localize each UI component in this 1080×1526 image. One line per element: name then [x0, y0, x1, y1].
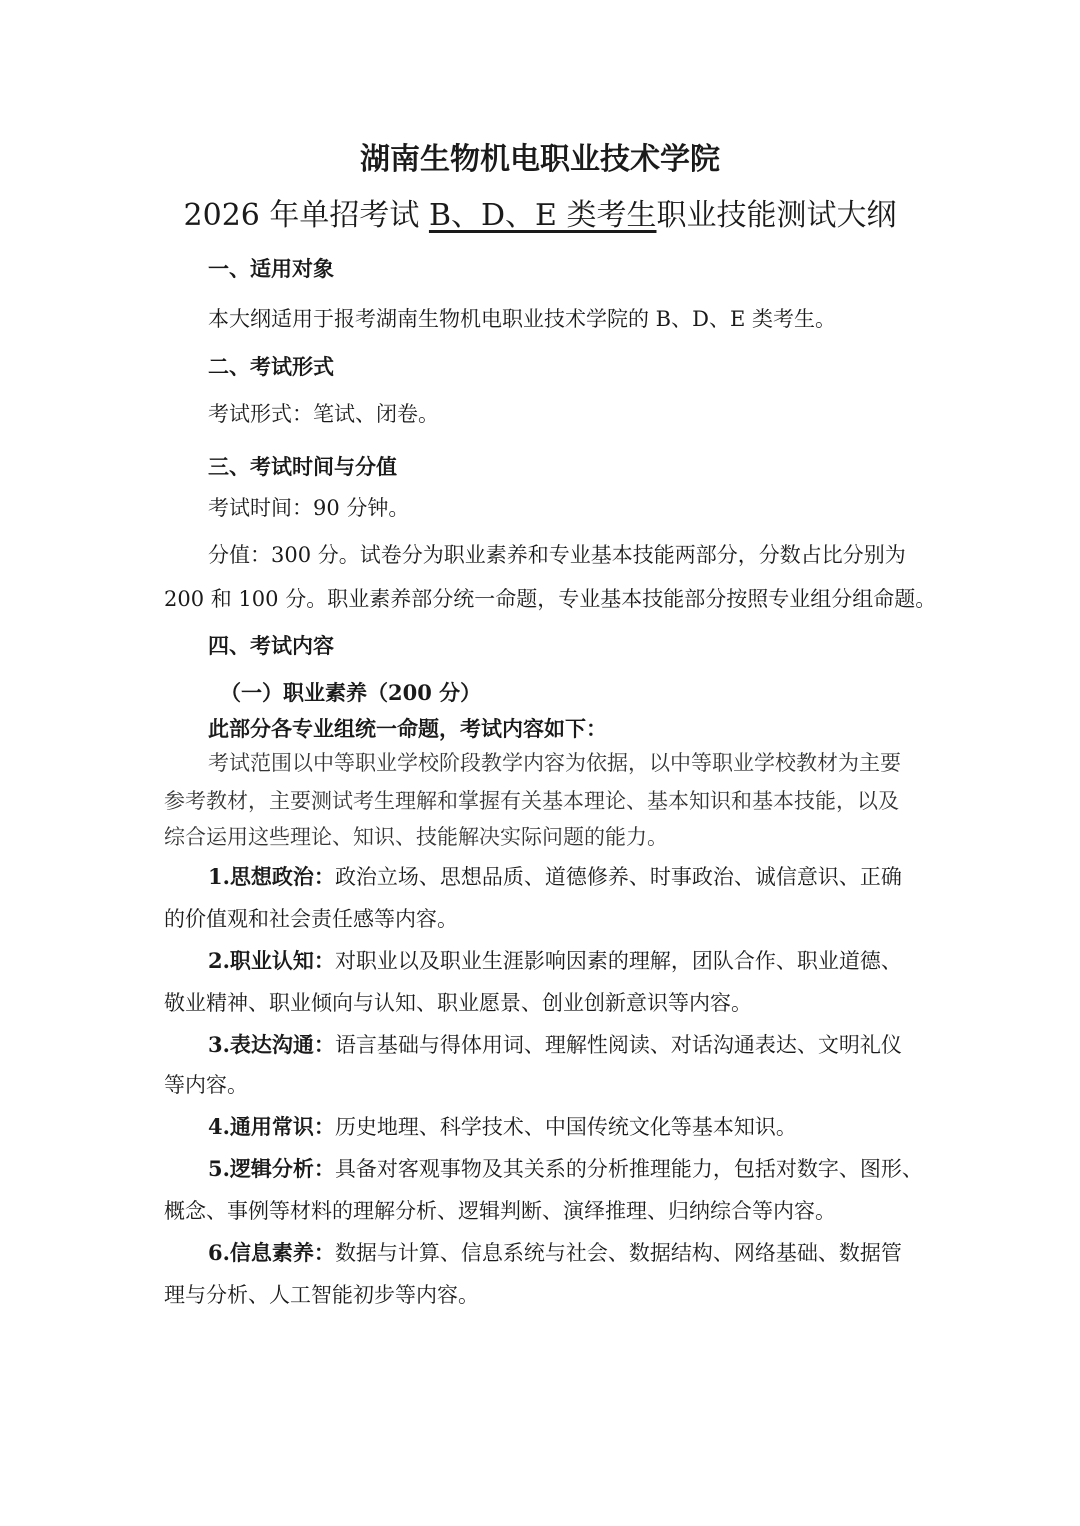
section-heading-4: 四、考试内容	[208, 633, 334, 658]
item-label: 1.思想政治：	[208, 864, 335, 889]
scope-text-line-3: 综合运用这些理论、知识、技能解决实际问题的能力。	[164, 825, 668, 849]
subsection-lead: 此部分各专业组统一命题，考试内容如下：	[208, 716, 607, 741]
item-text: 政治立场、思想品质、道德修养、时事政治、诚信意识、正确	[334, 865, 902, 889]
list-item	[208, 862, 902, 892]
section-text-1: 本大纲适用于报考湖南生物机电职业技术学院的 B、D、E 类考生。	[208, 307, 836, 331]
list-item-continuation: 理与分析、人工智能初步等内容。	[164, 1283, 479, 1307]
list-item-continuation: 的价值观和社会责任感等内容。	[164, 907, 458, 931]
subsection-heading: （一）职业素养（200 分）	[220, 680, 482, 705]
list-item-continuation: 概念、事例等材料的理解分析、逻辑判断、演绎推理、归纳综合等内容。	[164, 1199, 836, 1223]
section-heading-1: 一、适用对象	[208, 256, 334, 281]
scope-text-line-2: 参考教材，主要测试考生理解和掌握有关基本理论、基本知识和基本技能，以及	[164, 789, 899, 813]
item-text: 历史地理、科学技术、中国传统文化等基本知识。	[334, 1115, 797, 1139]
item-label: 5.逻辑分析：	[208, 1156, 335, 1181]
item-text: 对职业以及职业生涯影响因素的理解，团队合作、职业道德、	[334, 949, 902, 973]
document-title: 湖南生物机电职业技术学院	[360, 142, 720, 177]
list-item-continuation: 等内容。	[164, 1073, 248, 1097]
score-text-line-1: 分值：300 分。试卷分为职业素养和专业基本技能两部分，分数占比分别为	[208, 543, 906, 567]
list-item	[208, 946, 902, 976]
section-text-2: 考试形式：笔试、闭卷。	[208, 402, 439, 426]
scope-text-line-1: 考试范围以中等职业学校阶段教学内容为依据，以中等职业学校教材为主要	[208, 751, 901, 775]
list-item	[208, 1154, 923, 1184]
list-item	[208, 1030, 902, 1060]
document-subtitle	[0, 196, 1080, 236]
score-text-line-2: 200 和 100 分。职业素养部分统一命题，专业基本技能部分按照专业组分组命题。	[164, 587, 937, 611]
section-heading-2: 二、考试形式	[208, 354, 334, 379]
subtitle-suffix: 职业技能测试大纲	[656, 198, 897, 233]
section-heading-3: 三、考试时间与分值	[208, 454, 397, 479]
list-item	[208, 1238, 902, 1268]
list-item	[208, 1112, 797, 1142]
exam-time-text: 考试时间：90 分钟。	[208, 496, 410, 520]
subtitle-prefix: 2026 年单招考试	[183, 198, 429, 233]
subtitle-underlined: B、D、E 类考生	[428, 198, 657, 233]
item-label: 2.职业认知：	[208, 948, 335, 973]
item-text: 数据与计算、信息系统与社会、数据结构、网络基础、数据管	[334, 1241, 902, 1265]
item-text: 语言基础与得体用词、理解性阅读、对话沟通表达、文明礼仪	[334, 1033, 902, 1057]
list-item-continuation: 敬业精神、职业倾向与认知、职业愿景、创业创新意识等内容。	[164, 991, 752, 1015]
item-label: 3.表达沟通：	[208, 1032, 335, 1057]
item-label: 6.信息素养：	[208, 1240, 335, 1265]
item-text: 具备对客观事物及其关系的分析推理能力，包括对数字、图形、	[334, 1157, 923, 1181]
item-label: 4.通用常识：	[208, 1114, 335, 1139]
